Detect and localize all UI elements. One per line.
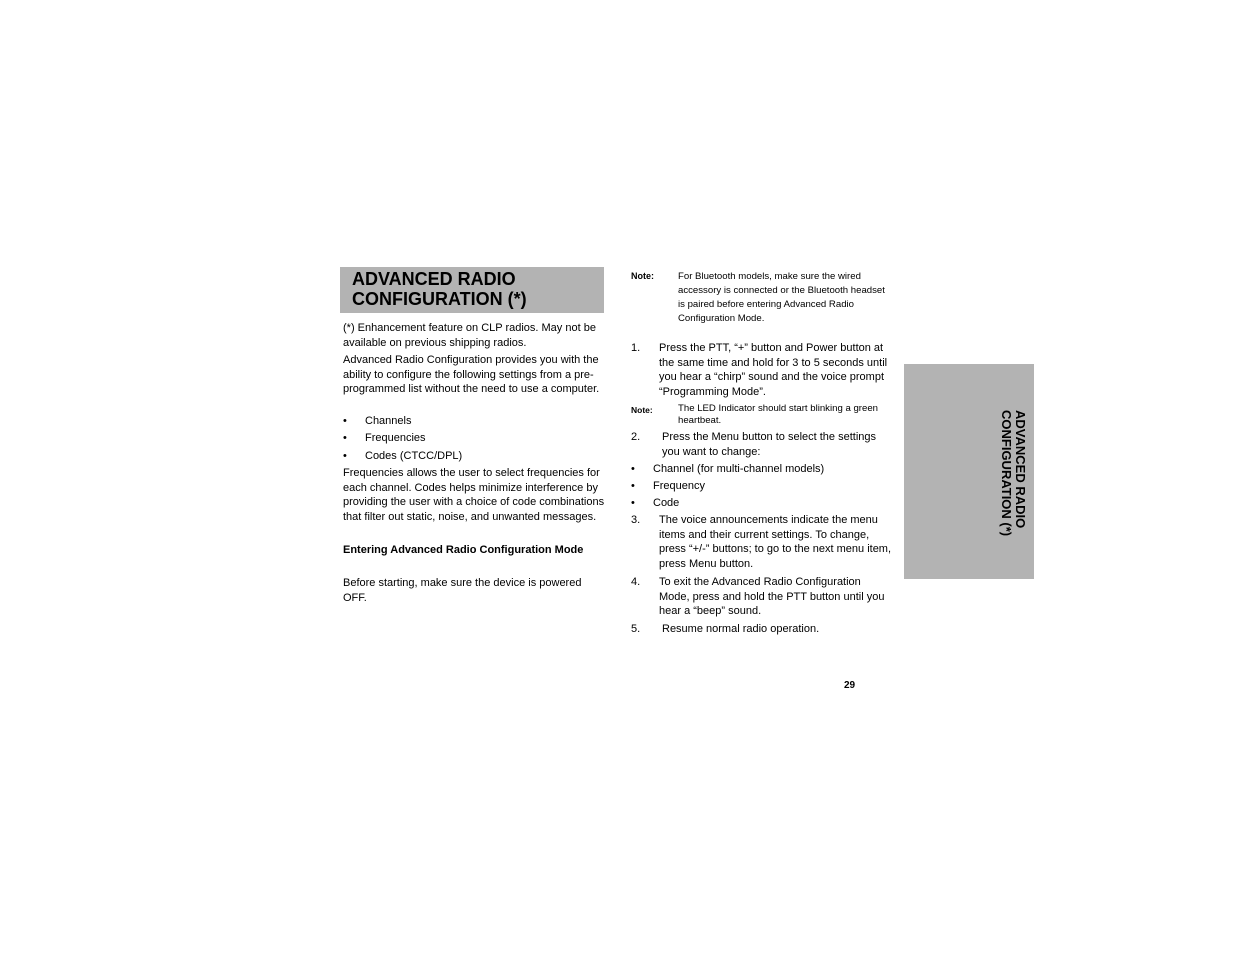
list-item: [343, 449, 605, 464]
note-bluetooth-text: For Bluetooth models, make sure the wired accessory is connected or the Bluetooth headset is paired before entering Advanced Radio Configuration Mode.: [678, 271, 885, 324]
page-number: 29: [844, 680, 856, 691]
list-item-label: Codes (CTCC/DPL): [365, 450, 463, 462]
step-1-text: Press the PTT, “+” button and Power button at the same time and hold for 3 to 5 seconds until you hear a “chirp” sound and the voice prompt “Programming Mode”.: [659, 342, 888, 399]
list-item-label: Code: [653, 497, 680, 509]
intro-enhancement-note: (*) Enhancement feature on CLP radios. May not be available on previous shipping radios.: [343, 322, 596, 349]
section-title-band: [340, 267, 604, 313]
list-item: [631, 496, 895, 511]
list-item: [343, 414, 605, 429]
list-item-label: Channel (for multi-channel models): [653, 463, 825, 475]
note-led-text: The LED Indicator should start blinking a green heartbeat.: [678, 403, 878, 426]
step-number: 4.: [631, 576, 641, 588]
intro-description: Advanced Radio Configuration provides you with the ability to configure the following settings from a pre-programmed list without the need to use a computer.: [343, 354, 600, 396]
list-item-label: Channels: [365, 415, 412, 427]
bullet-symbol: •: [631, 497, 635, 509]
step-4-text: To exit the Advanced Radio Configuration Mode, press and hold the PTT button until you hear a “beep” sound.: [659, 576, 885, 618]
list-item-label: Frequencies: [365, 432, 426, 444]
list-item-label: Frequency: [653, 480, 705, 492]
bullet-symbol: •: [631, 480, 635, 492]
before-starting-text: Before starting, make sure the device is powered OFF.: [343, 577, 582, 604]
bullet-symbol: •: [343, 450, 347, 462]
side-chapter-tab: [904, 364, 1034, 579]
page-title-line-1: ADVANCED RADIO: [352, 269, 516, 289]
step-number: 1.: [631, 342, 641, 354]
bullet-symbol: •: [343, 432, 347, 444]
side-tab-line-2: CONFIGURATION (*): [999, 410, 1015, 537]
list-item: [631, 462, 895, 477]
step-number: 2.: [631, 431, 641, 443]
step-2-text: Press the Menu button to select the settings you want to change:: [662, 431, 877, 458]
step-number: 3.: [631, 514, 641, 526]
step-5-text: Resume normal radio operation.: [662, 623, 820, 635]
note-label: Note:: [631, 271, 654, 281]
note-label: Note:: [631, 405, 653, 415]
page-title-line-2: CONFIGURATION (*): [352, 289, 527, 309]
side-tab-line-1: ADVANCED RADIO: [1013, 410, 1028, 529]
sub-heading: Entering Advanced Radio Configuration Mode: [343, 544, 584, 556]
settings-description: Frequencies allows the user to select frequencies for each channel. Codes helps minimize interference by providing the user with a choice of code combinations that filter out static, noise, and unwanted messages.: [343, 467, 605, 524]
step-3-text: The voice announcements indicate the menu items and their current settings. To change, press “+/-” buttons; to go to the next menu item, press Menu button.: [659, 514, 892, 571]
bullet-symbol: •: [343, 415, 347, 427]
list-item: [631, 479, 895, 494]
bullet-symbol: •: [631, 463, 635, 475]
step-number: 5.: [631, 623, 641, 635]
page-title: [352, 269, 527, 309]
list-item: [343, 431, 605, 446]
side-tab-label: [1000, 410, 1027, 560]
